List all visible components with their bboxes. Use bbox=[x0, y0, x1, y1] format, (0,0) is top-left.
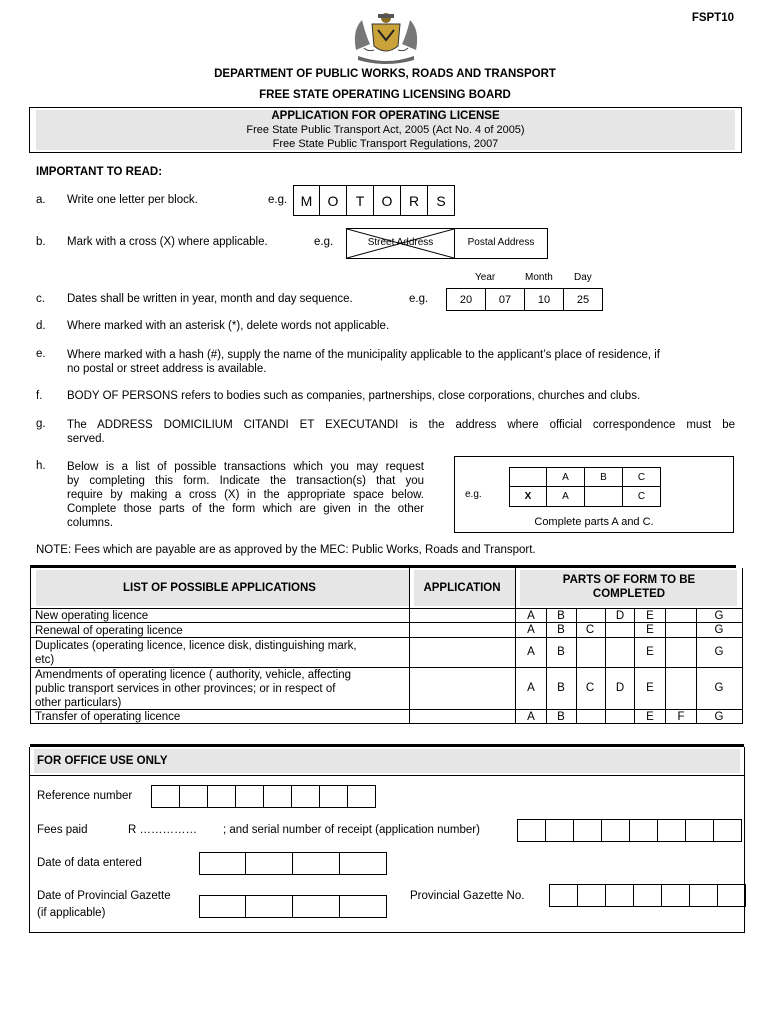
application-checkbox-amendments[interactable] bbox=[411, 669, 513, 708]
part-letter: A bbox=[527, 610, 535, 622]
part-letter: F bbox=[677, 711, 685, 723]
part-letter: E bbox=[646, 711, 654, 723]
date-block: 20 bbox=[446, 288, 486, 311]
date-entered-field[interactable] bbox=[199, 852, 387, 875]
item-a-eg: e.g. bbox=[268, 194, 288, 206]
application-transfer-label: Transfer of operating licence bbox=[35, 711, 181, 723]
example-cell: A bbox=[547, 487, 585, 507]
application-renewal-label: Renewal of operating licence bbox=[35, 625, 183, 637]
part-letter: C bbox=[585, 624, 595, 636]
example-cell: C bbox=[623, 487, 661, 507]
item-a-letter: a. bbox=[36, 194, 46, 206]
item-c-letter: c. bbox=[36, 293, 45, 305]
row-line: Duplicates (operating licence, licence disk, distinguishing mark, bbox=[35, 640, 357, 652]
part-letter: D bbox=[615, 682, 625, 694]
part-letter: E bbox=[646, 610, 654, 622]
item-c-text: Dates shall be written in year, month and day sequence. bbox=[67, 293, 353, 305]
item-e-letter: e. bbox=[36, 348, 46, 360]
receipt-serial-field[interactable] bbox=[517, 819, 742, 842]
item-h-text bbox=[67, 460, 424, 530]
application-new-label: New operating licence bbox=[35, 610, 149, 622]
postal-address-example-box bbox=[454, 228, 548, 259]
item-f-letter: f. bbox=[36, 390, 43, 402]
year-label: Year bbox=[475, 272, 496, 283]
col-parts-header-2: COMPLETED bbox=[592, 588, 666, 600]
item-h-line: Complete those parts of the form which are given in the other bbox=[67, 503, 424, 515]
dept-heading: DEPARTMENT OF PUBLIC WORKS, ROADS AND TRANSPORT bbox=[214, 68, 556, 80]
item-h-line: require by making a cross (X) in the appropriate space below. bbox=[67, 489, 424, 501]
applications-table bbox=[30, 568, 743, 724]
gazette-no-label: Provincial Gazette No. bbox=[410, 890, 525, 902]
item-a-text: Write one letter per block. bbox=[67, 194, 198, 206]
part-letter: G bbox=[714, 646, 724, 658]
item-f-text: BODY OF PERSONS refers to bodies such as companies, partnerships, close corporations, churches and clubs. bbox=[67, 390, 641, 402]
month-label: Month bbox=[525, 272, 553, 283]
date-block: 25 bbox=[564, 288, 603, 311]
fees-note: NOTE: Fees which are payable are as approved by the MEC: Public Works, Roads and Transport. bbox=[36, 544, 536, 556]
part-letter: E bbox=[646, 624, 654, 636]
reference-number-field[interactable] bbox=[151, 785, 376, 808]
part-letter: B bbox=[557, 610, 565, 622]
part-letter: D bbox=[615, 610, 625, 622]
row-line: etc) bbox=[35, 654, 55, 666]
street-address-example-box bbox=[346, 228, 455, 259]
application-checkbox-new[interactable] bbox=[411, 610, 513, 621]
col-parts-header-1: PARTS OF FORM TO BE bbox=[562, 574, 696, 586]
part-letter: A bbox=[527, 646, 535, 658]
board-heading: FREE STATE OPERATING LICENSING BOARD bbox=[259, 89, 511, 101]
item-c-eg: e.g. bbox=[409, 293, 429, 305]
application-checkbox-transfer[interactable] bbox=[411, 711, 513, 722]
part-letter: A bbox=[527, 624, 535, 636]
part-letter: C bbox=[585, 682, 595, 694]
example-grid bbox=[509, 467, 661, 507]
reference-number-label: Reference number bbox=[37, 790, 133, 802]
col-application-header: APPLICATION bbox=[423, 582, 501, 594]
day-label: Day bbox=[574, 272, 592, 283]
part-letter: G bbox=[714, 624, 724, 636]
item-g-letter: g. bbox=[36, 418, 46, 430]
row-line: public transport services in other provinces; or in respect of bbox=[35, 683, 336, 695]
item-b-letter: b. bbox=[36, 236, 46, 248]
part-letter: B bbox=[557, 646, 565, 658]
row-line: other particulars) bbox=[35, 697, 122, 709]
item-h-letter: h. bbox=[36, 460, 46, 472]
application-checkbox-renewal[interactable] bbox=[411, 624, 513, 636]
example-cell: C bbox=[623, 467, 661, 487]
part-letter: G bbox=[714, 610, 724, 622]
item-d-letter: d. bbox=[36, 320, 46, 332]
date-block: 07 bbox=[486, 288, 525, 311]
item-h-line: by completing this form. Indicate the transaction(s) that you bbox=[67, 475, 424, 487]
part-letter: E bbox=[646, 646, 654, 658]
example-cell: B bbox=[585, 467, 623, 487]
form-code: FSPT10 bbox=[691, 12, 734, 24]
letter-block: S bbox=[428, 185, 455, 216]
item-h-line: Below is a list of possible transactions which you may request bbox=[67, 461, 424, 473]
gazette-date-field[interactable] bbox=[199, 895, 387, 918]
street-address-label: Street Address bbox=[367, 237, 434, 248]
act-line: Free State Public Transport Act, 2005 (Act No. 4 of 2005) bbox=[246, 124, 525, 136]
item-h-line: columns. bbox=[67, 517, 114, 529]
gazette-date-label: Date of Provincial Gazette bbox=[37, 890, 171, 902]
part-letter: B bbox=[557, 624, 565, 636]
example-box bbox=[454, 456, 734, 533]
letter-block: T bbox=[347, 185, 374, 216]
date-entered-label: Date of data entered bbox=[37, 857, 142, 869]
receipt-serial-label: ; and serial number of receipt (application number) bbox=[223, 824, 480, 836]
item-d-text: Where marked with an asterisk (*), delete words not applicable. bbox=[67, 320, 390, 332]
application-amendments-label bbox=[35, 668, 351, 710]
example-cell: X bbox=[509, 487, 547, 507]
application-checkbox-duplicates[interactable] bbox=[411, 639, 513, 666]
title-box bbox=[29, 107, 742, 153]
coat-of-arms-logo bbox=[348, 10, 424, 64]
office-heading: FOR OFFICE USE ONLY bbox=[37, 755, 168, 767]
part-letter: A bbox=[527, 682, 535, 694]
application-duplicates-label bbox=[35, 639, 357, 667]
part-letter: G bbox=[714, 711, 724, 723]
letter-block: M bbox=[293, 185, 320, 216]
item-g-line2: served. bbox=[67, 433, 105, 445]
item-e-line1: Where marked with a hash (#), supply the name of the municipality applicable to the applicant’s place of residence, if bbox=[67, 349, 660, 361]
gazette-no-field[interactable] bbox=[549, 884, 746, 907]
letter-block: R bbox=[401, 185, 428, 216]
letter-block: O bbox=[320, 185, 347, 216]
part-letter: E bbox=[646, 682, 654, 694]
regs-line: Free State Public Transport Regulations, 2007 bbox=[272, 138, 499, 150]
row-line: Amendments of operating licence ( authority, vehicle, affecting bbox=[35, 669, 351, 681]
col-applications-header: LIST OF POSSIBLE APPLICATIONS bbox=[123, 582, 316, 594]
item-g-line1: The ADDRESS DOMICILIUM CITANDI ET EXECUTANDI is the address where official correspondence must be bbox=[67, 419, 735, 431]
postal-address-label: Postal Address bbox=[467, 237, 535, 248]
example-cell: A bbox=[547, 467, 585, 487]
part-letter: B bbox=[557, 711, 565, 723]
date-block: 10 bbox=[525, 288, 564, 311]
office-use-box bbox=[29, 747, 745, 933]
example-caption: Complete parts A and C. bbox=[534, 516, 654, 528]
example-eg: e.g. bbox=[465, 489, 482, 500]
item-b-eg: e.g. bbox=[314, 236, 334, 248]
letter-block: O bbox=[374, 185, 401, 216]
part-letter: B bbox=[557, 682, 565, 694]
date-blocks-example bbox=[446, 288, 603, 311]
gazette-date-sublabel: (if applicable) bbox=[37, 907, 106, 919]
item-e-line2: no postal or street address is available. bbox=[67, 363, 267, 375]
part-letter: G bbox=[714, 682, 724, 694]
fees-paid-label: Fees paid bbox=[37, 824, 88, 836]
form-title: APPLICATION FOR OPERATING LICENSE bbox=[271, 110, 500, 122]
letter-blocks-example bbox=[293, 185, 455, 216]
fees-amount[interactable]: R …………… bbox=[128, 824, 197, 836]
part-letter: A bbox=[527, 711, 535, 723]
item-b-text: Mark with a cross (X) where applicable. bbox=[67, 236, 268, 248]
important-heading: IMPORTANT TO READ: bbox=[36, 166, 163, 178]
